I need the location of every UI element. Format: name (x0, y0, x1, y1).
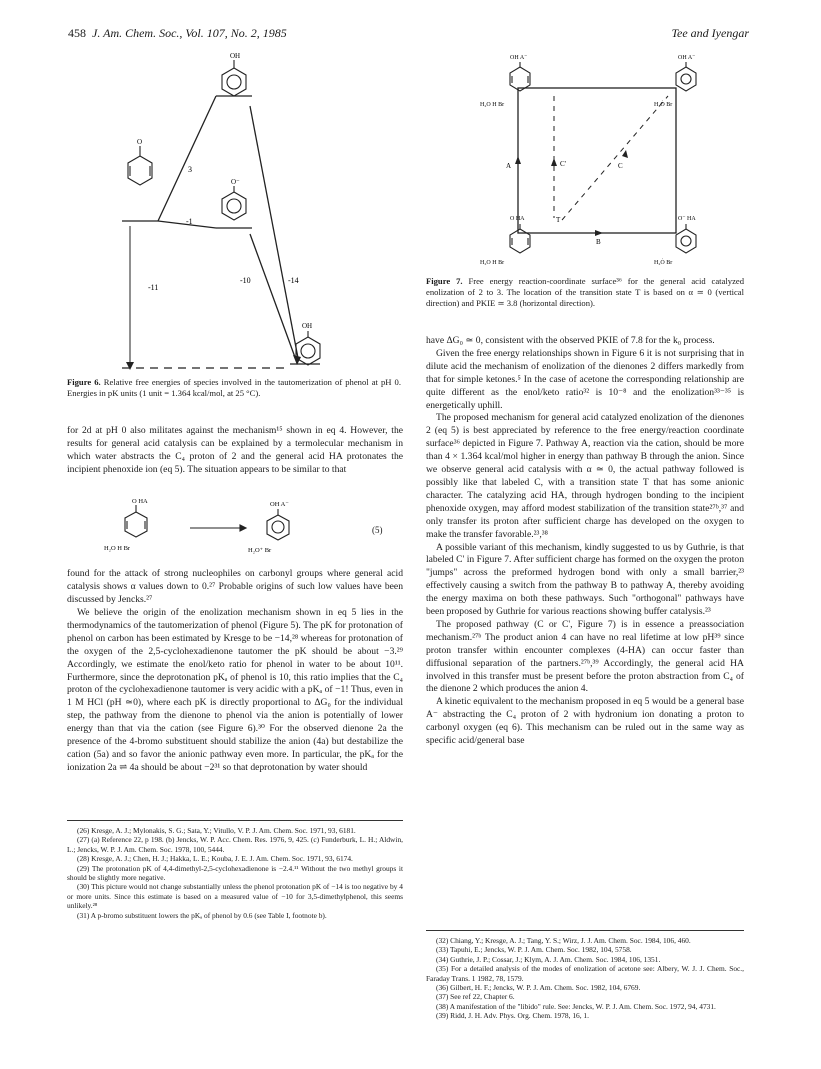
right-paragraph-2: Given the free energy relationships shown in Figure 6 it is not surprising that in dilute acid the mechanism of enolization of the dienones 2 differs markedly from that for simple ketones.⁵ In the case of acetone the corresponding relationship are quite different as the enol/keto ratio³² is 10⁻⁸ and the enolization³³⁻³⁵ is energetically uphill. (426, 347, 744, 411)
equation-5-scheme (100, 495, 360, 565)
figure-6-caption (67, 377, 401, 399)
figure-7-caption-text: Free energy reaction-coordinate surface³⁶ for the general acid catalyzed enolization of 2 to 3. The location of the transition state T is based on α ≃ 0 (vertical direction) and PKIE ≃ 3.8 (horizontal direction). (426, 276, 744, 308)
right-paragraph-6: A kinetic equivalent to the mechanism proposed in eq 5 would be a general base A⁻ abstracting the C₄ proton of 2 with hydronium ion donating a proton to carbonyl oxygen (eq 6). This mechanism can be ruled out in the same way as specific acid/general base (426, 696, 744, 747)
right-paragraph-3: The proposed mechanism for general acid catalyzed enolization of the dienones 2 (eq 5) is best appreciated by reference to the free energy/reaction coordinate surface³⁶ depicted in Figure 7. Pathway A, reaction via the cation, should be more than 4 × 1.364 kcal/mol higher in energy than pathway B through the anion. Since we observe general acid catalysis with α ≃ 0, the actual pathway followed is possibly like that labeled C, with a transition state T that has some anionic character. The catalyzing acid HA, through hydrogen bonding to the incipient phenoxide oxygen, may afford modest stabilization of the transition state²⁷ᵇ,³⁷ and only transfer its proton after sufficient charge has developed on the oxygen to make the transfer favorable.²³,³⁸ (426, 412, 744, 540)
journal-citation: J. Am. Chem. Soc., Vol. 107, No. 2, 1985 (92, 26, 287, 40)
figure-7-caption (426, 276, 744, 309)
phenoxide-structure-icon (222, 186, 246, 220)
phenol-cation-structure-icon (222, 60, 246, 96)
running-header-authors: Tee and Iyengar (671, 26, 749, 40)
eq5-left-top: O HA (132, 498, 148, 505)
footnote-34: (34) Guthrie, J. P.; Cossar, J.; Klym, A. J. Am. Chem. Soc. 1984, 106, 1351. (436, 954, 661, 964)
left-paragraph-2: found for the attack of strong nucleophiles on carbonyl groups where general acid catalysis shows α values down to 0.²⁷ Probable origins of such low values have been discussed by Jencks.²⁷ (67, 568, 403, 605)
fig6-label-oh-bottom: OH (302, 322, 313, 330)
fig7-corner-br-top: O⁻ HA (678, 216, 696, 222)
left-paragraph-1: for 2d at pH 0 also militates against the mechanism¹⁵ shown in eq 4. However, the results for general acid catalysis can be explained by a termolecular mechanism in which water abstracts the C₄ proton of 2 and the general acid HA protonates the incipient phenoxide ion (eq 5). The situation appears to be similar to that (67, 425, 403, 475)
right-paragraph-5: The proposed pathway (C or C', Figure 7) is in essence a preassociation mechanism.²⁷ᵇ The product anion 4 can have no real lifetime at low pH³⁹ since proton transfer within encounter complexes (4-HA) can occur faster than diffusional separation of the partners.²⁷ᵇ,³⁹ Accordingly, the general acid HA involved in this transfer must be present before the proton abstraction from C₄ of the dienone 2 which produces the anion 4. (426, 618, 744, 695)
right-paragraph-4: A possible variant of this mechanism, kindly suggested to us by Guthrie, is that labeled C' in Figure 7. After sufficient charge has formed on the oxygen the proton "jumps" across the preformed hydrogen bond with only a small barrier,²³ effectively causing a switch from the pathway B to pathway A, thereby avoiding the energy maxima on both these pathways. Such "orthogonal" pathways have been proposed by Guthrie for various reactions showing buffer catalysis.²³ (426, 541, 744, 618)
fig6-level-minus1: -1 (186, 217, 193, 226)
footnote-38: (38) A manifestation of the "libido" rule. See: Jencks, W. P. J. Am. Chem. Soc. 1972, 94, 4731. (436, 1001, 716, 1011)
fig6-level-minus10: -10 (240, 276, 251, 285)
right-column-text (426, 335, 744, 748)
fig7-corner-tl-bottom: H₂O H Br (480, 102, 505, 108)
right-paragraph-1: have ΔG₀ ≃ 0, consistent with the observed PKIE of 7.8 for the k₀ process. (426, 335, 715, 346)
fig6-level-3: 3 (188, 165, 192, 174)
fig7-corner-tl-top: OH A⁻ (510, 55, 528, 61)
figure-6-caption-label: Figure 6. (67, 377, 101, 387)
fig6-label-o-minus: O⁻ (231, 178, 240, 186)
footnote-27: (27) (a) Reference 22, p 198. (b) Jencks, W. P. Acc. Chem. Res. 1976, 9, 425. (c) Funderburk, L. H.; Aldwin, L.; Jencks, W. P. J. Am. Chem. Soc. 1978, 100, 5444. (67, 835, 403, 854)
fig7-corner-tr-bottom: H₂Ȯ Br (654, 102, 673, 108)
fig7-corner-bl-bottom: H₂O H Br (480, 260, 505, 266)
dienone-structure-icon (128, 146, 152, 185)
footnote-35: (35) For a detailed analysis of the modes of enolization of acetone see: Albery, W. J. J. Chem. Soc., Faraday Trans. 1 1982, 78, 1579. (426, 964, 744, 983)
fig7-corner-bl-top: O HA (510, 216, 525, 222)
fig7-path-c-prime: C' (560, 160, 566, 168)
fig6-level-minus14: -14 (288, 276, 299, 285)
eq5-left-bottom: H₂O H Br (104, 545, 131, 552)
figure-6-caption-text: Relative free energies of species involved in the tautomerization of phenol at pH 0. Energies in pK units (1 unit = 1.364 kcal/mol, at 25 °C). (67, 377, 401, 398)
equation-5-number: (5) (372, 525, 383, 535)
fig6-level-minus11: -11 (148, 283, 159, 292)
footnote-29: (29) The protonation pK of 4,4-dimethyl-2,5-cyclohexadienone is −2.4.¹¹ Without the two methyl groups it should be slightly more negative. (67, 863, 403, 883)
fig7-corner-br-bottom: H₂Ȯ Br (654, 260, 673, 266)
left-paragraph-3: We believe the origin of the enolization mechanism shown in eq 5 lies in the thermodynamics of the tautomerization of phenol (Figure 5). The pK for protonation of phenol on carbon has been estimated by Kresge to be −14,²⁸ whereas for protonation of the oxygen of the 2,5-cyclohexadienone tautomer the pK should be about −3.²⁹ Accordingly, we estimate the enol/keto ratio for phenol in water to be about 10¹¹. Furthermore, since the deprotonation pKₐ of phenol is 10, this ratio implies that the C₄ proton of the cyclohexadienone tautomer is very acidic with a pKₐ of −1! Thus, even in 1 M HCl (pH ≃0), where each pK is directly proportional to ΔG₀ for the individual step, the pathway from the dienone to phenol via the anion is potentially of lower energy than that via the cation (see Figure 6).³⁰ For the observed dienone 2a the presence of the 4-bromo substituent should stabilize the anion (4a) but destabilize the cation (5a) and so favor the anionic pathway even more. In particular, the pKₐ for the ionization 2a ⇌ 4a should be about −2³¹ so that deprotonation by water should (67, 607, 403, 773)
footnote-31: (31) A p-bromo substituent lowers the pKₐ of phenol by 0.6 (see Table I, footnote b). (77, 910, 327, 920)
fig7-path-a: A (506, 162, 512, 170)
footnote-33: (33) Tapuhi, E.; Jencks, W. P. J. Am. Chem. Soc. 1982, 104, 5758. (436, 945, 632, 955)
eq5-right-top: OH A⁻ (270, 501, 289, 508)
eq5-right-bottom: H₂O⁺ Br (248, 547, 272, 554)
footnote-36: (36) Gilbert, H. F.; Jencks, W. P. J. Am. Chem. Soc. 1982, 104, 6769. (436, 983, 641, 993)
svg-text:O: O (137, 138, 143, 146)
right-footnotes (426, 936, 744, 1021)
footnote-39: (39) Ridd, J. H. Adv. Phys. Org. Chem. 1978, 16, 1. (436, 1011, 589, 1021)
running-header-journal (68, 26, 287, 41)
left-footnote-rule (67, 820, 403, 821)
footnote-32: (32) Chiang, Y.; Kresge, A. J.; Tang, Y. S.; Wirz, J. J. Am. Chem. Soc. 1984, 106, 460. (436, 936, 691, 945)
page-number: 458 (68, 26, 86, 40)
footnote-28: (28) Kresge, A. J.; Chen, H. J.; Hakka, L. E.; Kouba, J. E. J. Am. Chem. Soc. 1971, 93, 6174. (77, 854, 353, 864)
footnote-30: (30) This picture would not change substantially unless the phenol protonation pK of −14 is too negative by 4 or more units. Since this estimate is based on a measured value of −10 for 3,5-dimethylphenol, this seems unlikely.²⁸ (67, 882, 403, 911)
phenol-structure-icon (296, 331, 320, 365)
footnote-37: (37) See ref 22, Chapter 6. (436, 992, 515, 1002)
fig7-corner-tr-top: OH A⁻ (678, 55, 696, 61)
fig7-transition-state: T (556, 216, 561, 224)
figure-7-reaction-surface (440, 48, 750, 273)
figure-6-energy-diagram (100, 48, 340, 380)
left-footnotes (67, 826, 403, 920)
footnote-26: (26) Kresge, A. J.; Mylonakis, S. G.; Sata, Y.; Vitullo, V. P. J. Am. Chem. Soc. 1971, 93, 6181. (77, 826, 356, 835)
fig7-path-b: B (596, 238, 601, 246)
fig7-path-c: C (618, 162, 623, 170)
figure-7-caption-label: Figure 7. (426, 276, 463, 286)
right-footnote-rule (426, 930, 744, 931)
fig6-label-oh-top: OH (230, 52, 241, 60)
